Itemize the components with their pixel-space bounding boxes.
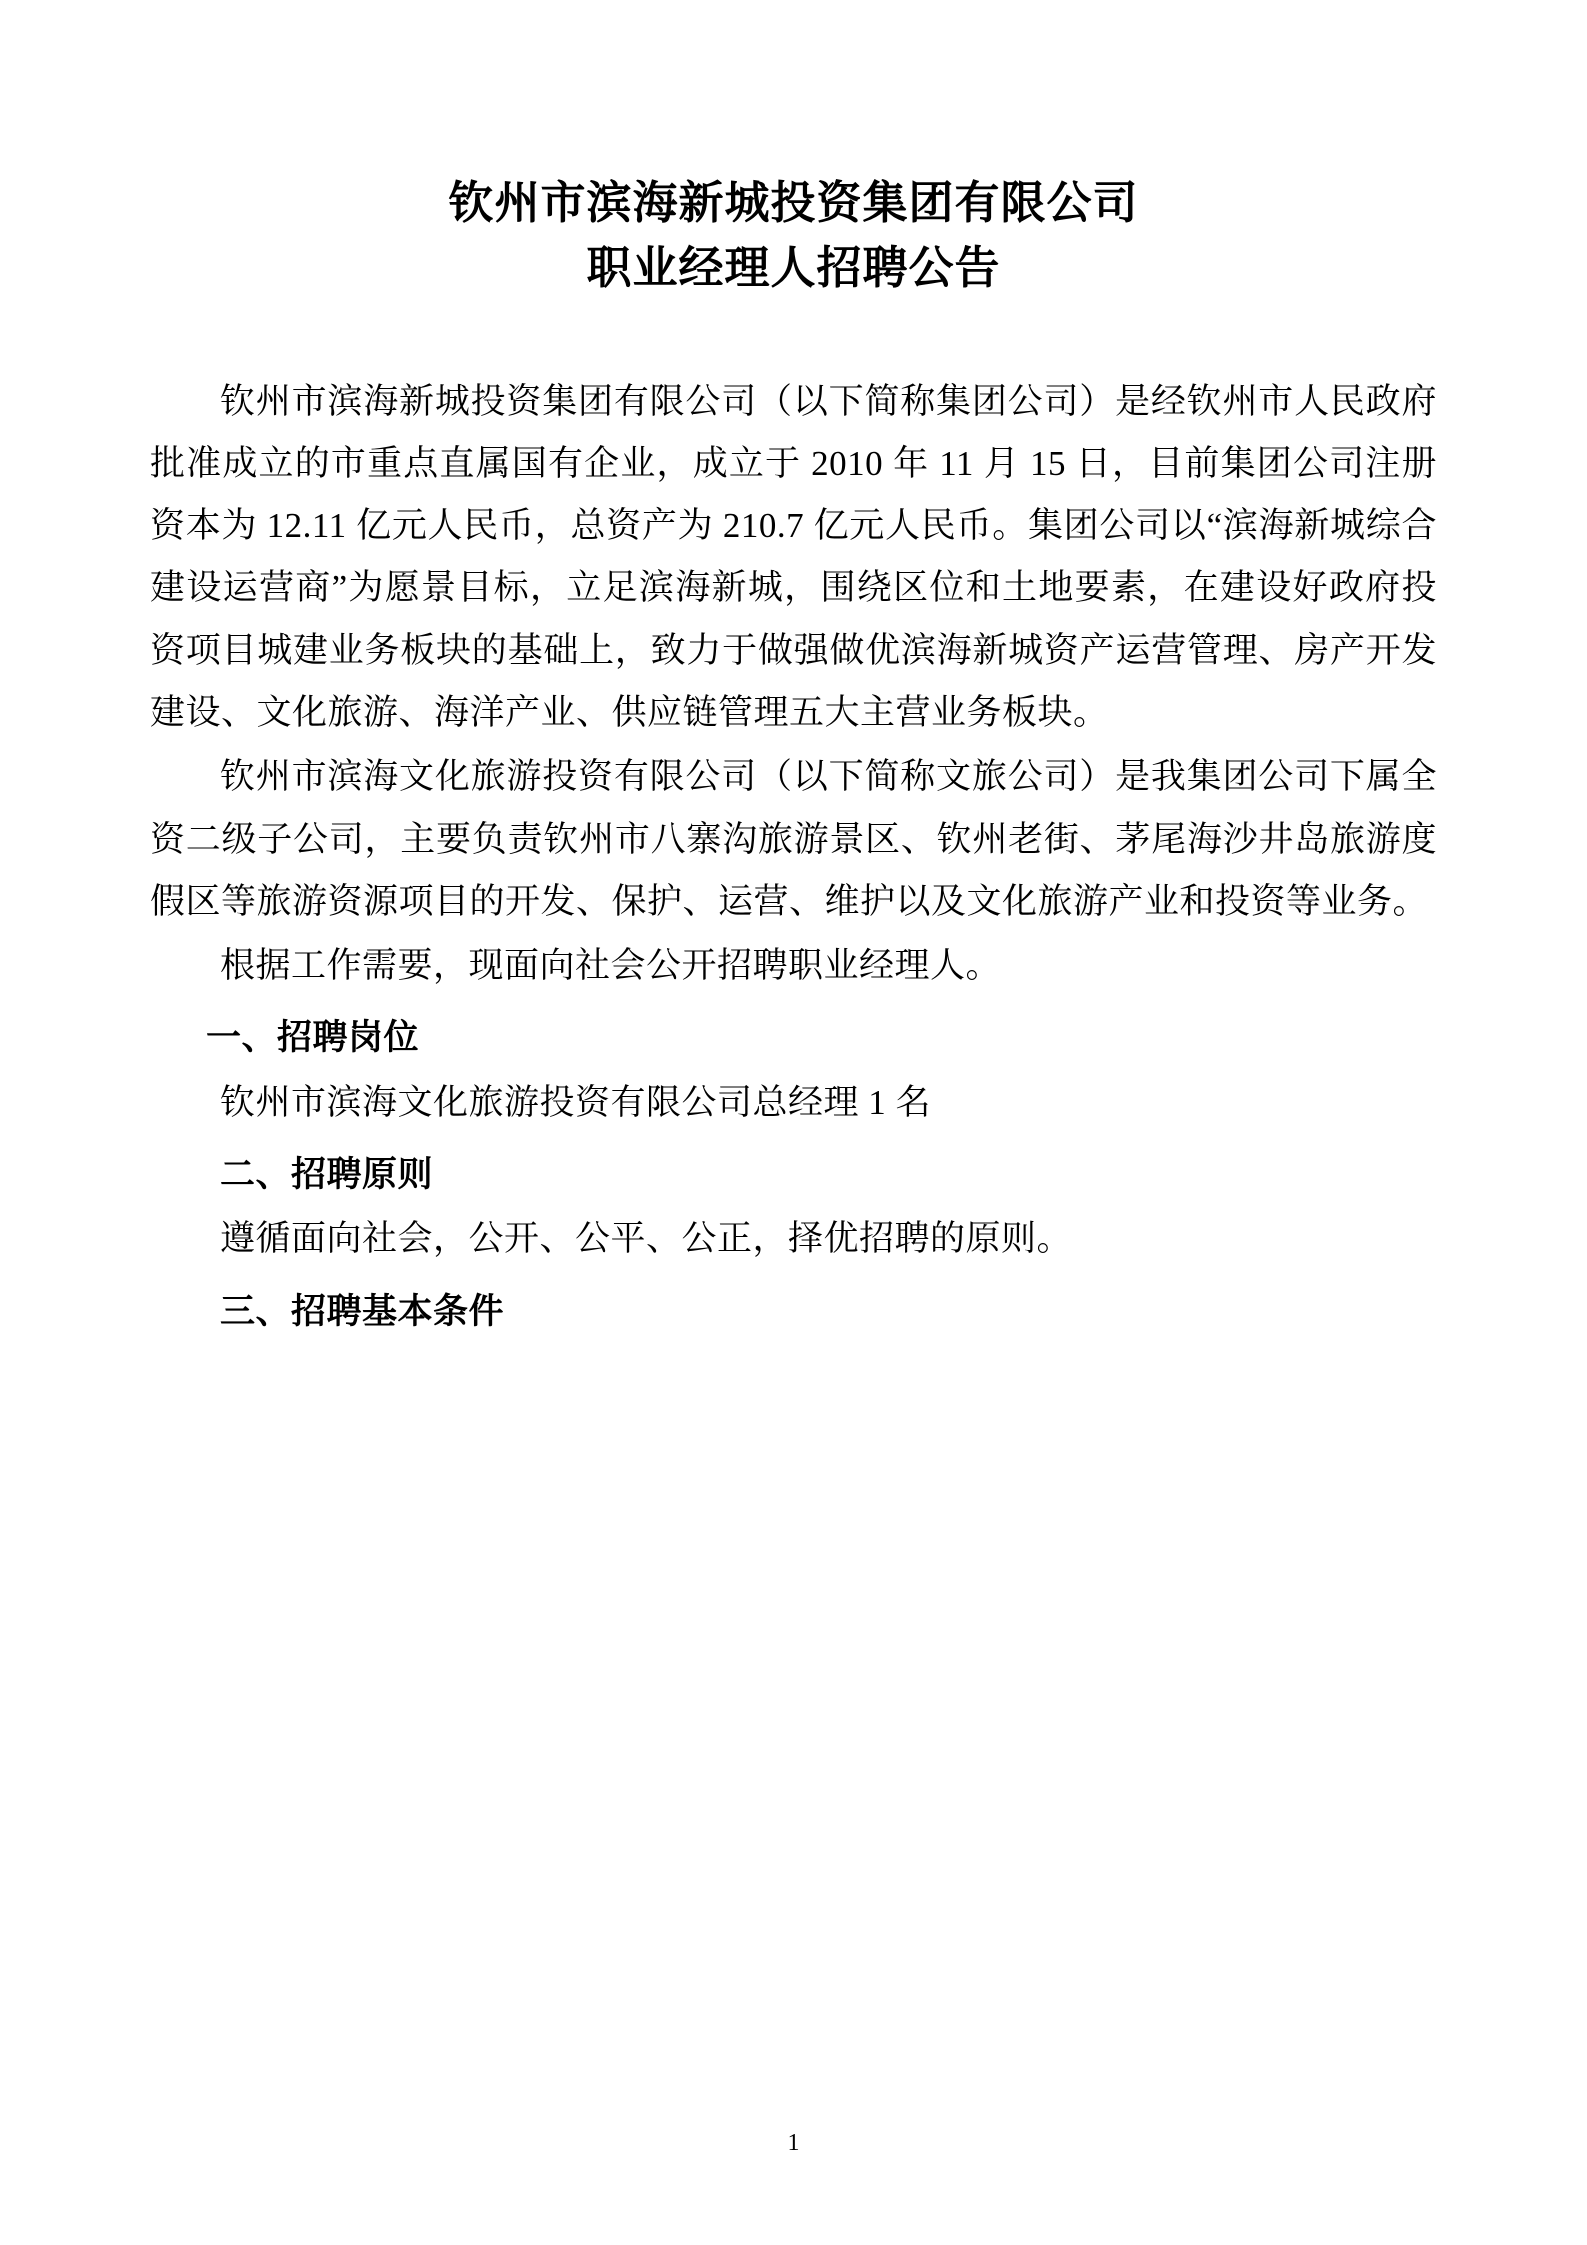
section-heading-basic-requirements: 三、招聘基本条件: [220, 1291, 505, 1332]
section-heading-principles: 二、招聘原则: [220, 1155, 434, 1196]
section-heading-positions: 一、招聘岗位: [206, 1018, 420, 1059]
section-content-positions: 钦州市滨海文化旅游投资有限公司总经理 1 名: [220, 1082, 932, 1122]
section-content-principles: 遵循面向社会，公开、公平、公正，择优招聘的原则。: [220, 1219, 1073, 1259]
page-title: [150, 140, 1437, 301]
paragraph-intro-group: 钦州市滨海新城投资集团有限公司（以下简称集团公司）是经钦州市人民政府批准成立的市重点直属国有企业，成立于 2010 年 11 月 15 日，目前集团公司注册资本为 12.11 亿元人民币，总资产为 210.7 亿元人民币。集团公司以“滨海新城综合建设运营商”为愿景目标，立足滨海新城，围绕区位和土地要素，在建设好政府投资项目城建业务板块的基础上，致力于做强做优滨海新城资产运营管理、房产开发建设、文化旅游、海洋产业、供应链管理五大主营业务板块。: [150, 381, 1437, 732]
page-number: 1: [787, 2130, 800, 2156]
paragraph-intro-subsidiary: 钦州市滨海文化旅游投资有限公司（以下简称文旅公司）是我集团公司下属全资二级子公司，主要负责钦州市八寨沟旅游景区、钦州老街、茅尾海沙井岛旅游度假区等旅游资源项目的开发、保护、运营、维护以及文化旅游产业和投资等业务。: [150, 757, 1437, 921]
paragraph-purpose: 根据工作需要，现面向社会公开招聘职业经理人。: [220, 946, 1002, 986]
document-body: [150, 371, 1437, 1343]
page-title-line-2: 职业经理人招聘公告: [586, 241, 1001, 295]
page-title-line-1: 钦州市滨海新城投资集团有限公司: [448, 176, 1139, 229]
